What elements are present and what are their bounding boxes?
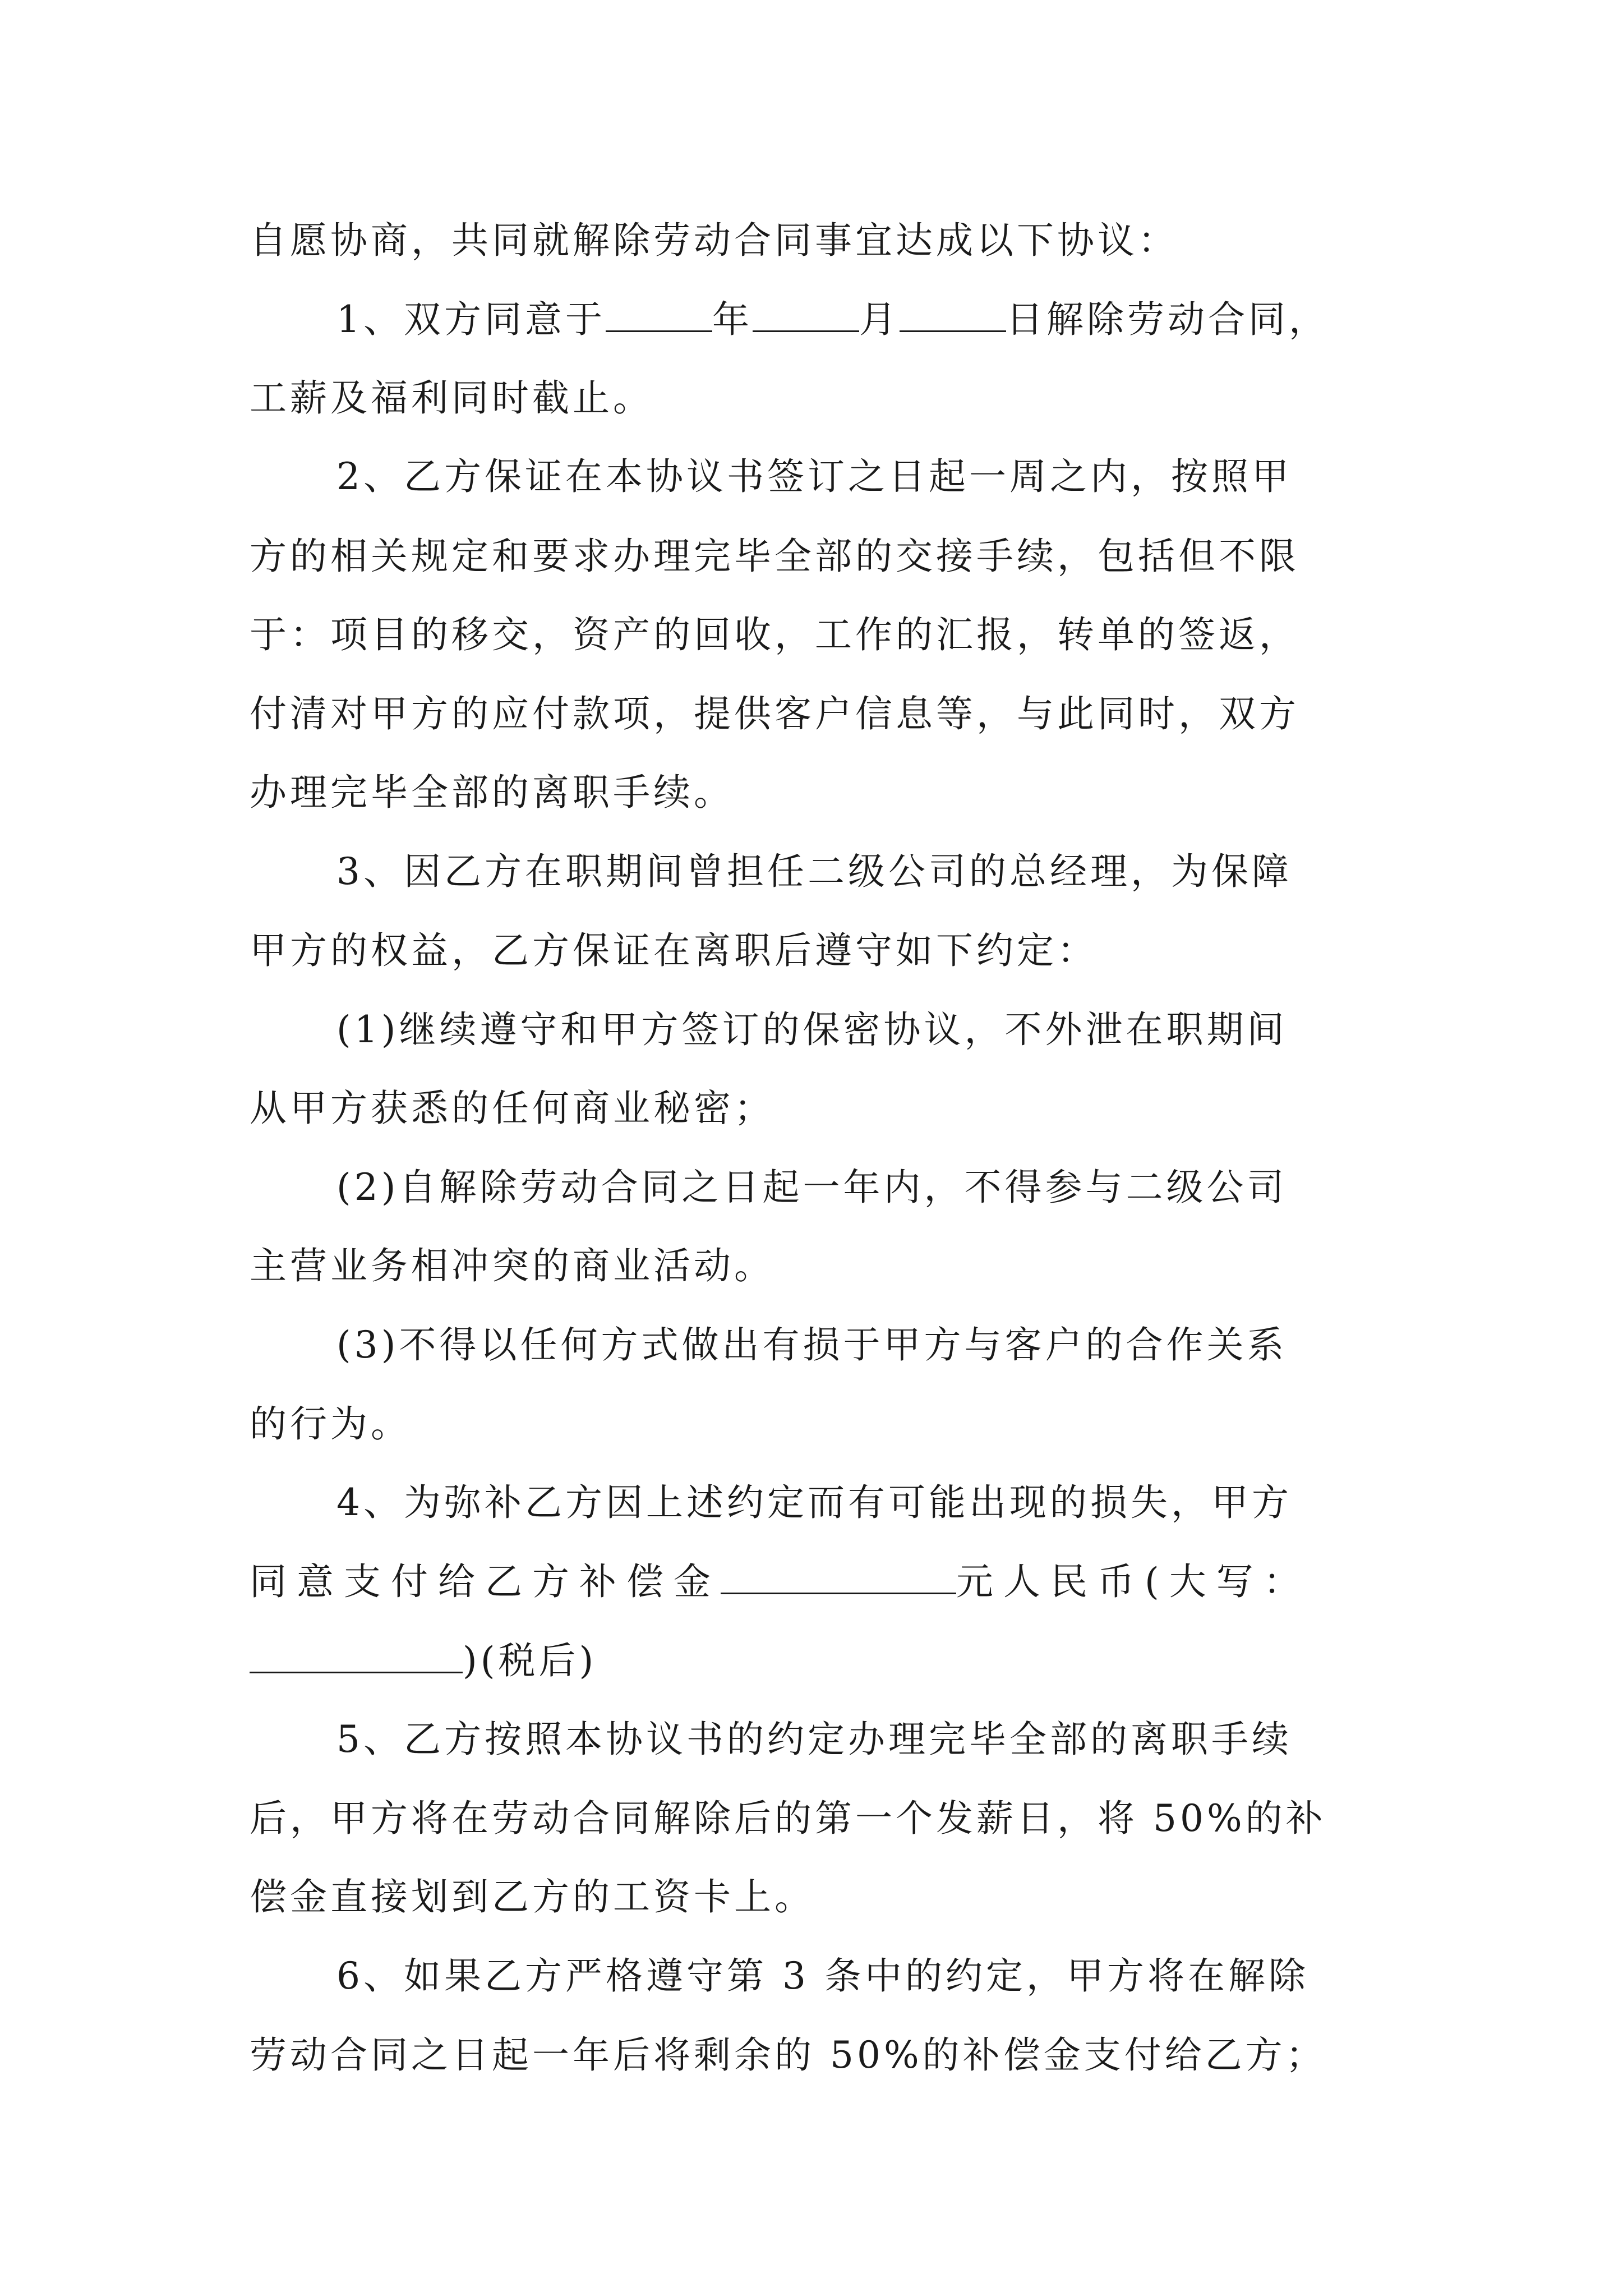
text-line — [0, 920, 1623, 982]
line-text: 偿金直接划到乙方的工资卡上。 — [250, 1875, 815, 1918]
line-text: 日解除劳动合同， — [1006, 298, 1329, 341]
text-line — [0, 1709, 1623, 1770]
line-text: 1、双方同意于 — [336, 298, 606, 341]
line-text: 元人民币(大写： — [956, 1560, 1311, 1603]
text-line — [0, 2024, 1623, 2086]
text-line — [0, 1235, 1623, 1297]
line-text: 的行为。 — [250, 1402, 411, 1446]
line-text: 劳动合同之日起一年后将剩余的 50%的补偿金支付给乙方； — [250, 2033, 1326, 2077]
text-line — [0, 1078, 1623, 1139]
line-text: 工薪及福利同时截止。 — [250, 376, 653, 420]
line-text: (2)自解除劳动合同之日起一年内，不得参与二级公司 — [336, 1166, 1288, 1209]
text-line — [0, 1393, 1623, 1455]
month-blank — [753, 297, 859, 332]
line-text: 3、因乙方在职期间曾担任二级公司的总经理，为保障 — [336, 850, 1292, 893]
text-line — [0, 1157, 1623, 1218]
text-line — [0, 1788, 1623, 1849]
year-blank — [606, 297, 712, 332]
text-line — [0, 210, 1623, 272]
line-text: 于：项目的移交，资产的回收，工作的汇报，转单的签返， — [250, 613, 1299, 656]
line-text: 4、为弥补乙方因上述约定而有可能出现的损失，甲方 — [336, 1481, 1292, 1524]
text-line — [0, 446, 1623, 508]
line-text: 自愿协商，共同就解除劳动合同事宜达成以下协议： — [250, 219, 1178, 262]
amount-blank — [721, 1559, 956, 1594]
line-text: 2、乙方保证在本协议书签订之日起一周之内，按照甲 — [336, 455, 1292, 498]
line-text: 主营业务相冲突的商业活动。 — [250, 1244, 774, 1287]
text-line-capital-blank — [0, 1630, 1623, 1692]
text-line — [0, 526, 1623, 587]
text-line — [0, 604, 1623, 666]
line-text: 方的相关规定和要求办理完毕全部的交接手续，包括但不限 — [250, 535, 1299, 578]
line-text: 办理完毕全部的离职手续。 — [250, 771, 734, 814]
line-text: 甲方的权益，乙方保证在离职后遵守如下约定： — [250, 929, 1098, 972]
day-blank — [900, 297, 1006, 332]
line-text: 年 — [712, 298, 753, 341]
text-line — [0, 841, 1623, 903]
text-line — [0, 1866, 1623, 1928]
capital-amount-blank — [250, 1638, 463, 1673]
text-line — [0, 1472, 1623, 1534]
text-line-amount-blank — [0, 1551, 1623, 1613]
line-text: 月 — [859, 298, 900, 341]
line-text: 从甲方获悉的任何商业秘密； — [250, 1087, 774, 1130]
line-text: 6、如果乙方严格遵守第 3 条中的约定，甲方将在解除 — [336, 1954, 1309, 1998]
text-line — [0, 683, 1623, 745]
text-line — [0, 367, 1623, 429]
text-line-date-blanks — [0, 289, 1623, 351]
text-line — [0, 1945, 1623, 2007]
line-text: 后，甲方将在劳动合同解除后的第一个发薪日，将 50%的补 — [250, 1797, 1326, 1840]
line-text: (3)不得以任何方式做出有损于甲方与客户的合作关系 — [336, 1323, 1288, 1366]
line-text: 同意支付给乙方补偿金 — [250, 1560, 721, 1603]
line-text: (1)继续遵守和甲方签订的保密协议，不外泄在职期间 — [336, 1008, 1288, 1051]
text-line — [0, 1314, 1623, 1376]
line-text: 5、乙方按照本协议书的约定办理完毕全部的离职手续 — [336, 1718, 1292, 1761]
line-text: 付清对甲方的应付款项，提供客户信息等，与此同时，双方 — [250, 692, 1299, 735]
text-line — [0, 999, 1623, 1061]
line-text: )(税后) — [463, 1639, 597, 1682]
text-line — [0, 762, 1623, 823]
